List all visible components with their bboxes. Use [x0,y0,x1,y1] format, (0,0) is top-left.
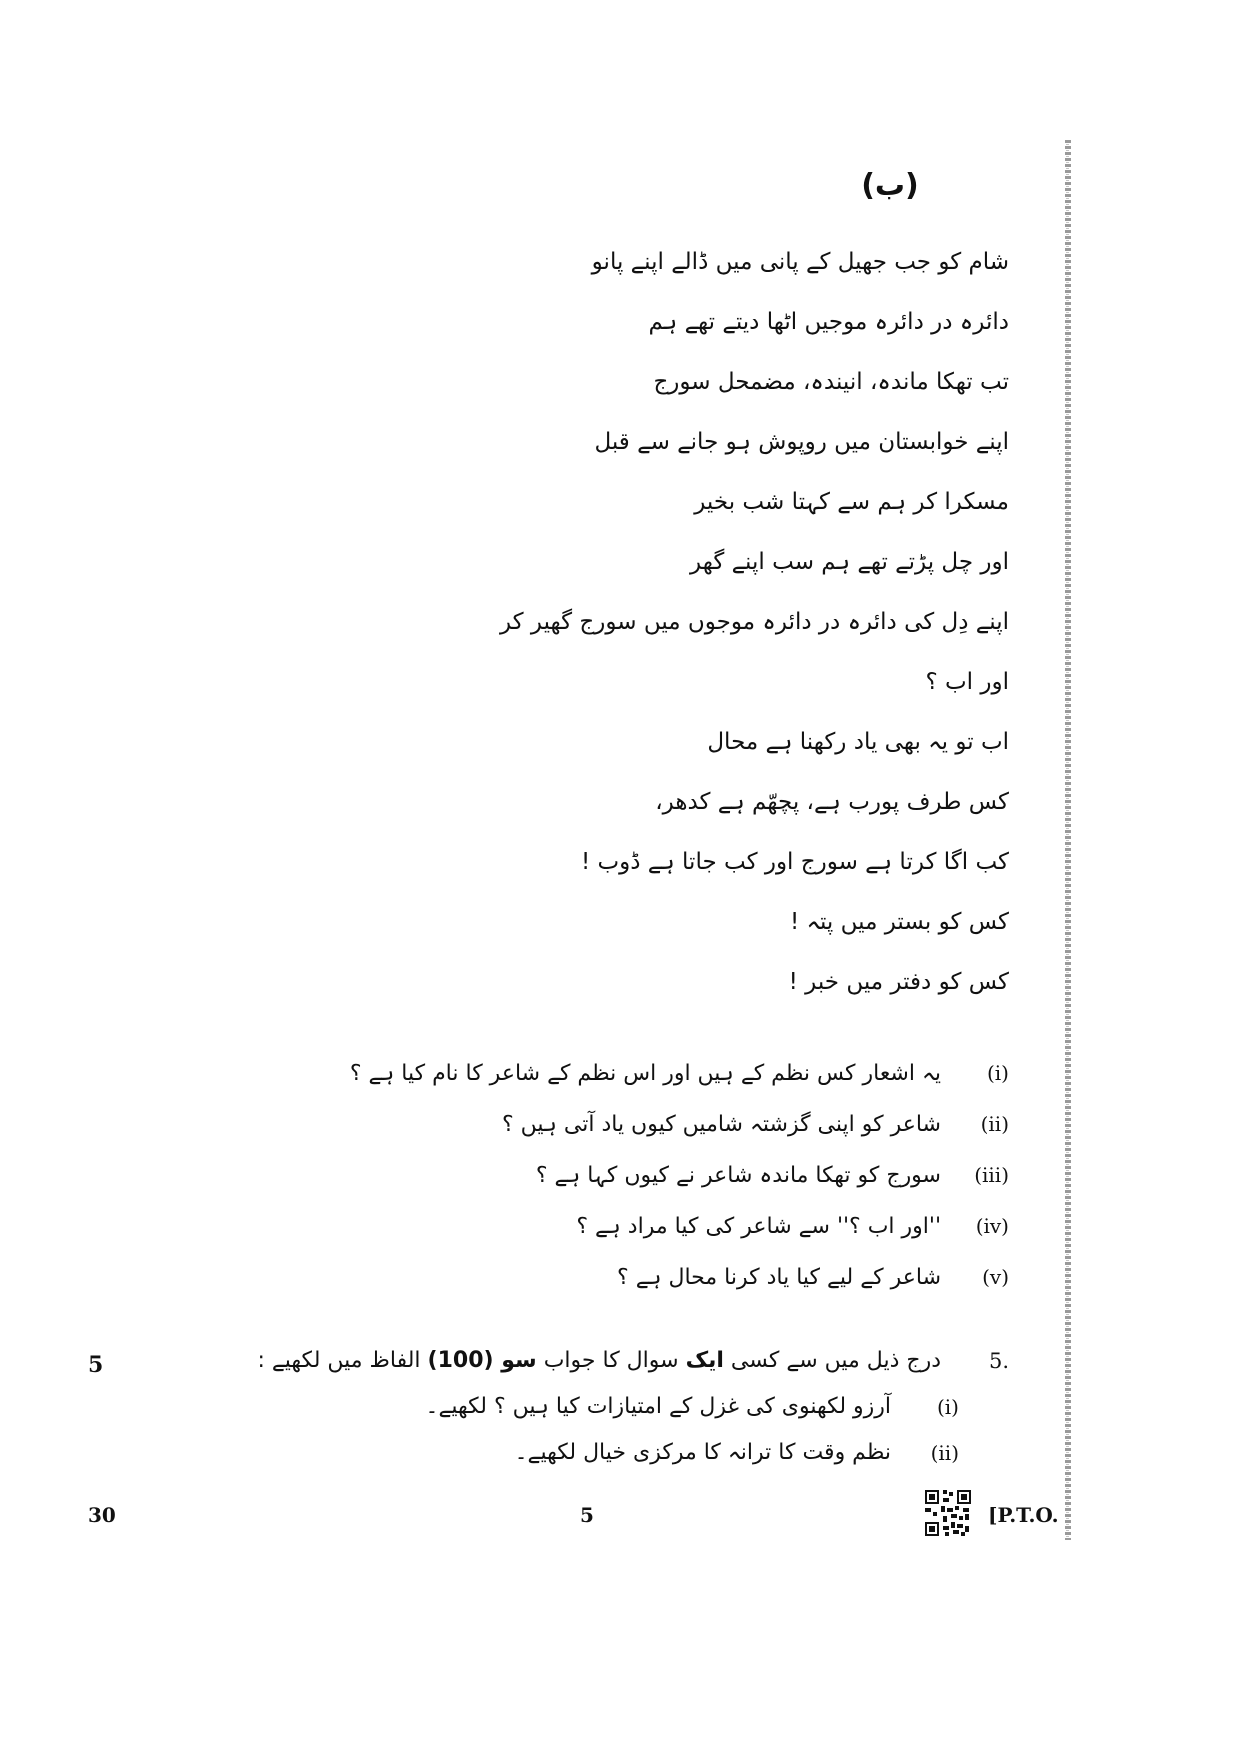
poem-block [249,232,1009,1012]
poem-line: اور چل پڑتے تھے ہم سب اپنے گھر [690,549,1009,575]
poem-line: اور اب ؟ [925,669,1009,695]
question-item [249,1099,1009,1150]
option-number: (i) [936,1395,959,1419]
please-turn-over: [P.T.O. [988,1503,1059,1527]
question-number: (iv) [975,1214,1009,1238]
poem-line: اب تو یہ بھی یاد رکھنا ہے محال [707,729,1009,755]
instruction-part: درج ذیل میں سے کسی [730,1348,941,1373]
instruction-part: الفاظ میں لکھیے : [257,1348,421,1373]
question-text: ''اور اب ؟'' سے شاعر کی کیا مراد ہے ؟ [576,1214,941,1239]
question-list [249,1048,1009,1303]
question-5-instruction [149,1338,1009,1384]
question-text: شاعر کو اپنی گزشتہ شامیں کیوں یاد آتی ہیں ؟ [501,1112,941,1137]
qr-code-icon [925,1490,971,1536]
question-number: (ii) [980,1112,1009,1136]
option-text: آرزو لکھنوی کی غزل کے امتیازات کیا ہیں ؟ لکھیے۔ [425,1394,891,1419]
poem-line: کس طرف پورب ہے، پچھّم ہے کدھر، [655,789,1009,815]
question-number: (v) [982,1265,1009,1289]
question-item [249,1201,1009,1252]
paper-code: 30 [88,1503,116,1527]
question-number: (iii) [974,1163,1009,1187]
question-text: یہ اشعار کس نظم کے ہیں اور اس نظم کے شاعر کا نام کیا ہے ؟ [349,1061,941,1086]
question-5-number: 5. [988,1349,1009,1373]
option-number: (ii) [930,1441,959,1465]
page-number: 5 [580,1503,594,1527]
instruction-emphasis: ایک [685,1348,724,1373]
section-heading: (ب) [861,168,919,203]
question-item [249,1048,1009,1099]
instruction-part: سوال کا جواب [543,1348,679,1373]
question-5-block [149,1338,1009,1476]
question-item [249,1252,1009,1303]
poem-line: تب تھکا ماندہ، انیندہ، مضمحل سورج [653,369,1009,395]
poem-line: کس کو بستر میں پتہ ! [789,909,1009,935]
question-5-text [257,1338,959,1384]
instruction-emphasis: سو (100) [427,1348,537,1373]
poem-line: کس کو دفتر میں خبر ! [788,969,1009,995]
poem-line: مسکرا کر ہم سے کہتا شب بخیر [694,489,1009,515]
question-number: (i) [986,1061,1009,1085]
security-microtext-strip [1064,140,1072,1540]
poem-line: اپنے دِل کی دائرہ در دائرہ موجوں میں سورج گھیر کر [499,609,1009,635]
poem-line: دائرہ در دائرہ موجیں اٹھا دیتے تھے ہم [648,309,1009,335]
question-5-option [149,1430,1009,1476]
poem-line: اپنے خوابستان میں روپوش ہو جانے سے قبل [594,429,1009,455]
question-5-option [149,1384,1009,1430]
question-text: شاعر کے لیے کیا یاد کرنا محال ہے ؟ [617,1265,941,1290]
question-item [249,1150,1009,1201]
poem-line: شام کو جب جھیل کے پانی میں ڈالے اپنے پانو [591,249,1009,275]
question-text: سورج کو تھکا ماندہ شاعر نے کیوں کہا ہے ؟ [535,1163,941,1188]
poem-line: کب اگا کرتا ہے سورج اور کب جاتا ہے ڈوب ! [580,849,1009,875]
question-5-marks: 5 [88,1352,104,1378]
option-text: نظم وقت کا ترانہ کا مرکزی خیال لکھیے۔ [514,1440,891,1465]
